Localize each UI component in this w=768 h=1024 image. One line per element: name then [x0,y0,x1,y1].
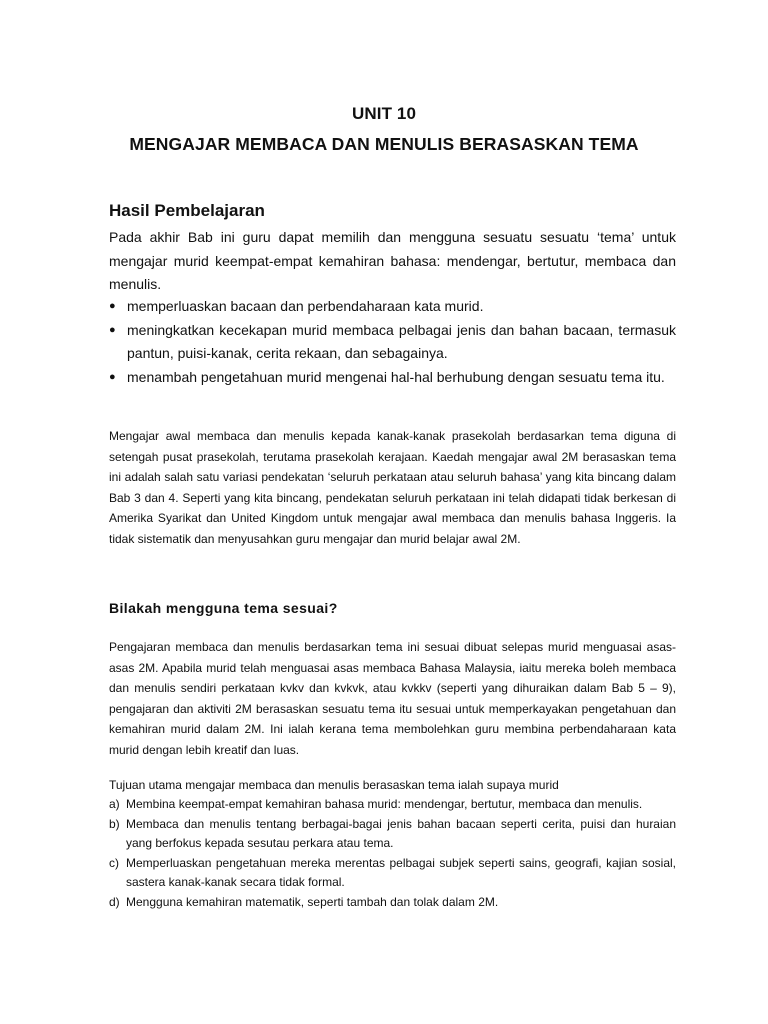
learning-outcomes-list [109,295,676,389]
list-marker: d) [109,894,120,909]
learning-outcomes-intro: Pada akhir Bab ini guru dapat memilih dan mengguna sesuatu sesuatu ‘tema’ untuk mengajar murid keempat-empat kemahiran bahasa: mendengar, bertutur, membaca dan menulis. [109,229,676,292]
list-item [109,854,676,893]
purpose-intro: Tujuan utama mengajar membaca dan menulis berasaskan tema ialah supaya murid [109,778,559,792]
purpose-list [109,795,676,912]
unit-title: UNIT 10 [352,104,416,123]
list-item [109,795,676,815]
list-item-text: meningkatkan kecekapan murid membaca pelbagai jenis dan bahan bacaan, termasuk pantun, puisi-kanak, cerita rekaan, dan sebagainya. [127,321,676,361]
bullet-icon: ● [109,370,116,383]
list-item-text: Membaca dan menulis tentang berbagai-bagai jenis bahan bacaan seperti cerita, puisi dan huraian yang berfokus kepada sesutau perkara atau tema. [126,816,676,850]
main-title: MENGAJAR MEMBACA DAN MENULIS BERASASKAN TEMA [129,134,639,154]
list-item [109,366,676,390]
intro-paragraph: Mengajar awal membaca dan menulis kepada kanak-kanak prasekolah berdasarkan tema diguna di setengah pusat prasekolah, terutama prasekolah kerajaan. Kaedah mengajar awal 2M berasaskan tema ini adalah salah satu variasi pendekatan ‘seluruh perkataan atau seluruh bahasa’ yang kita bincang dalam Bab 3 dan 4. Seperti yang kita bincang, pendekatan seluruh perkataan ini telah didapati tidak berkesan di Amerika Syarikat dan United Kingdom untuk mengajar awal membaca dan menulis bahasa Inggeris. Ia tidak sistematik dan menyusahkan guru mengajar dan murid belajar awal 2M. [109,429,676,546]
list-item [109,815,676,854]
bullet-icon: ● [109,300,116,312]
list-marker: a) [109,797,120,811]
list-marker: b) [109,816,120,831]
list-item-text: menambah pengetahuan murid mengenai hal-hal berhubung dengan sesuatu tema itu. [127,368,665,385]
section-heading-bilakah: Bilakah mengguna tema sesuai? [109,600,338,616]
list-item-text: Membina keempat-empat kemahiran bahasa murid: mendengar, bertutur, membaca dan menulis. [126,797,643,811]
list-item [109,319,676,366]
learning-outcomes-heading: Hasil Pembelajaran [109,201,265,220]
bullet-icon: ● [109,323,116,336]
list-item [109,295,676,319]
list-item-text: memperluaskan bacaan dan perbendaharaan kata murid. [127,298,484,314]
list-item [109,893,676,913]
list-item-text: Mengguna kemahiran matematik, seperti tambah dan tolak dalam 2M. [126,894,499,909]
list-item-text: Memperluaskan pengetahuan mereka merentas pelbagai subjek seperti sains, geografi, kajian sosial, sastera kanak-kanak secara tidak formal. [126,855,676,889]
bilakah-paragraph: Pengajaran membaca dan menulis berdasarkan tema ini sesuai dibuat selepas murid menguasai asas-asas 2M. Apabila murid telah menguasai asas membaca Bahasa Malaysia, iaitu mereka boleh membaca dan menulis sendiri perkataan kvkv dan kvkvk, atau kvkkv (seperti yang dihuraikan dalam Bab 5 – 9), pengajaran dan aktiviti 2M berasaskan sesuatu tema itu sesuai untuk memperkayakan pengetahuan dan kemahiran murid dalam 2M. Ini ialah kerana tema membolehkan guru membina perbendaharaan kata murid dengan lebih kreatif dan luas. [109,640,676,757]
list-marker: c) [109,855,119,870]
